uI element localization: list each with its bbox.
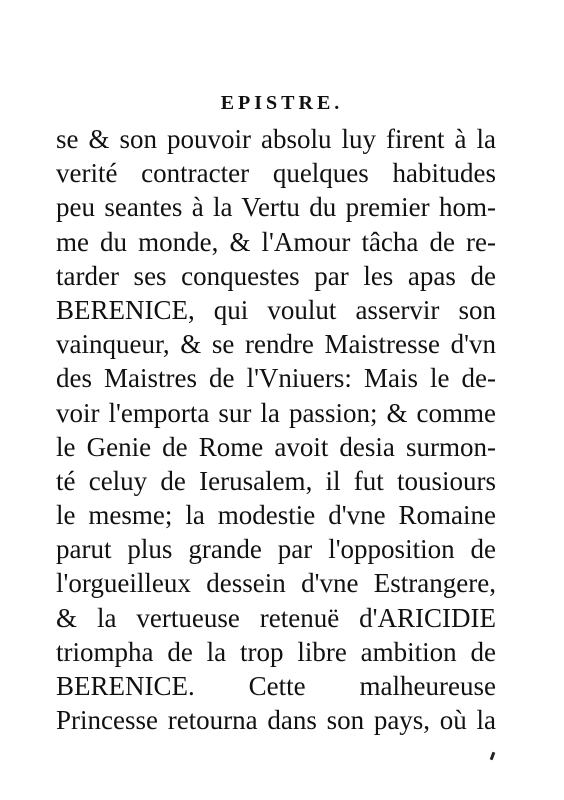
text-line: le Genie de Rome avoit desia surmon- (56, 431, 496, 462)
text-line: BERENICE. Cette malheureuse (56, 671, 496, 701)
text-line: vainqueur, & se rendre Maistresse d'vn (56, 329, 496, 360)
text-line: té celuy de Ierusalem, il fut tousiours (56, 465, 496, 496)
text-line: tarder ses conquestes par les apas de (56, 260, 496, 291)
text-line: voir l'emporta sur la passion; & comme (56, 397, 496, 428)
text-line: verité contracter quelques habitudes (56, 158, 496, 189)
body-text (56, 122, 496, 737)
ink-speck (490, 752, 496, 761)
text-line: peu seantes à la Vertu du premier hom- (56, 192, 496, 223)
text-line: parut plus grande par l'opposition de (56, 534, 496, 565)
text-line: l'orgueilleux dessein d'vne Estrangere, (56, 568, 496, 599)
text-line: Princesse retourna dans son pays, où la (56, 705, 496, 736)
text-line: se & son pouvoir absolu luy firent à la (56, 124, 496, 154)
text-line: & la vertueuse retenuë d'ARICIDIE (56, 602, 496, 633)
text-line: le mesme; la modestie d'vne Romaine (56, 500, 496, 531)
text-line: BERENICE, qui voulut asservir son (56, 294, 496, 325)
text-line: me du monde, & l'Amour tâcha de re- (56, 226, 496, 257)
text-line: des Maistres de l'Vniuers: Mais le de- (56, 363, 496, 394)
running-head: EPISTRE. (220, 92, 344, 114)
text-line: triompha de la trop libre ambition de (56, 636, 496, 667)
